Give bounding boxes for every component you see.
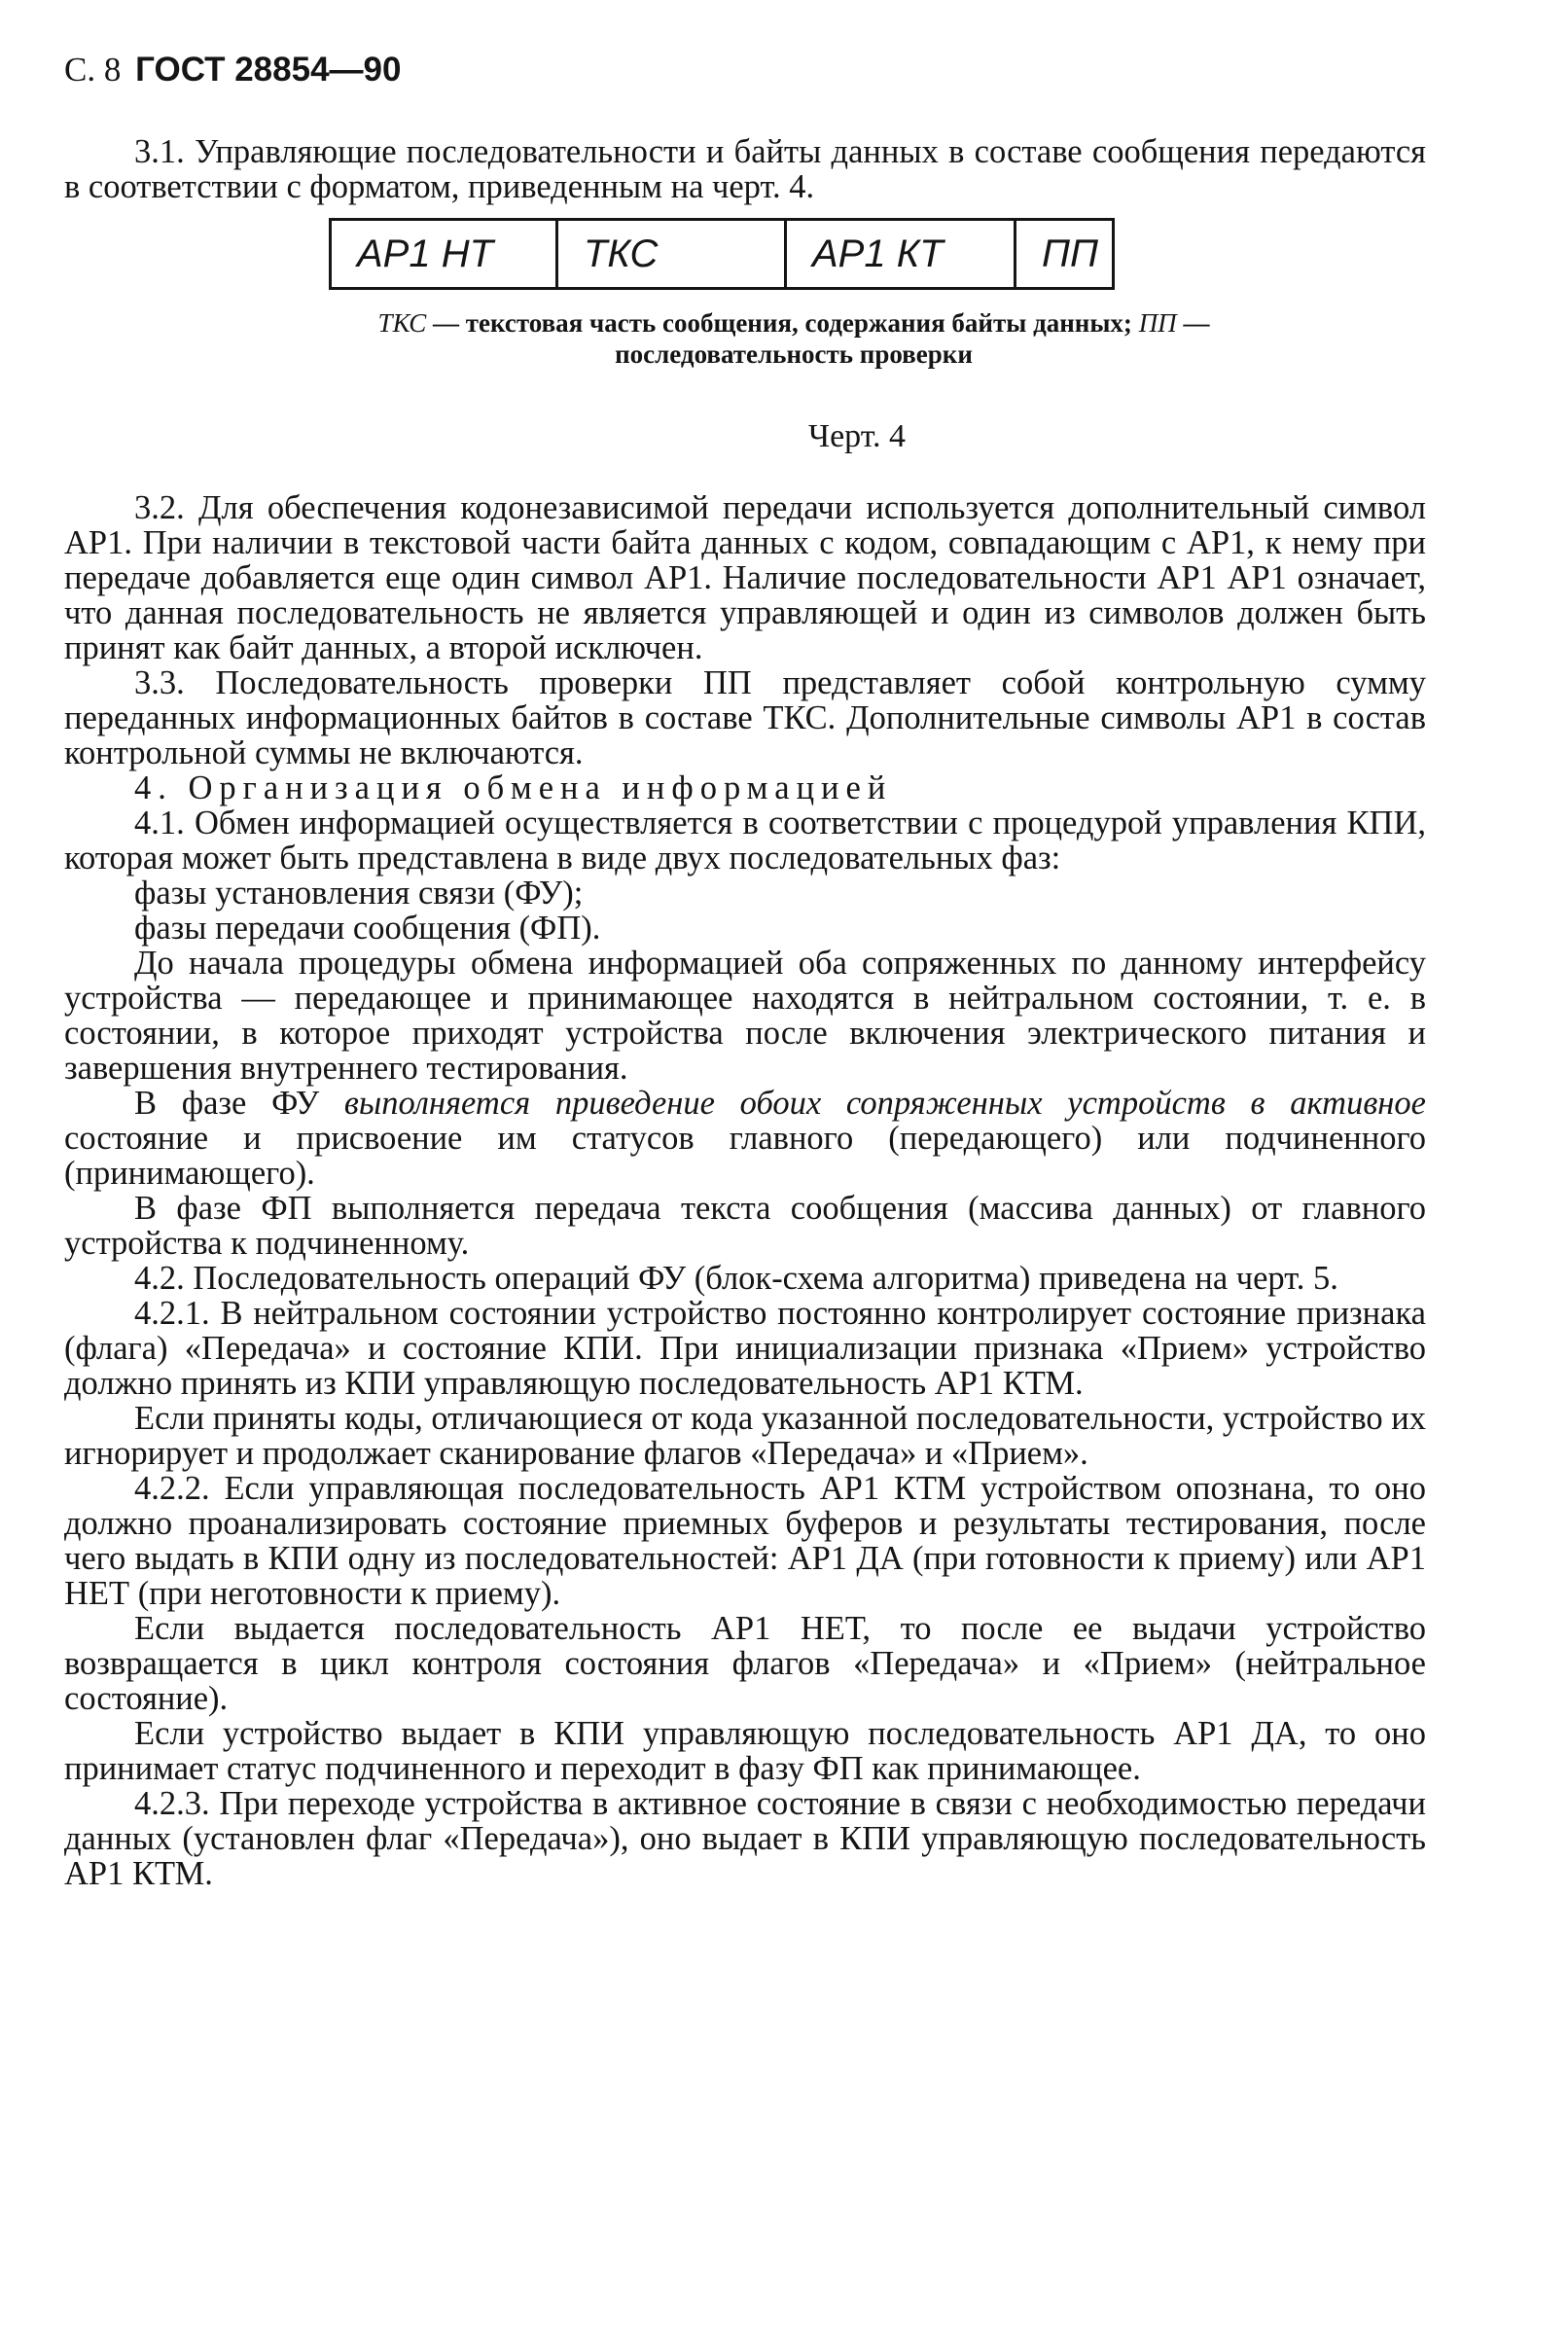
figure-label: Черт. 4	[807, 418, 907, 454]
format-cell-pp: ПП	[1042, 232, 1098, 275]
paragraph-4-2: 4.2. Последовательность операций ФУ (блок-схема алгоритма) приведена на черт. 5.	[134, 1260, 1338, 1297]
paragraph-4-2-2-b: Если выдается последовательность АР1 НЕТ, то после ее выдачи устройство возвращается в цикл контроля состояния флагов «Передача» и «Прием» (нейтральное состояние).	[64, 1610, 1426, 1717]
paragraph-3-1: 3.1. Управляющие последовательности и байты данных в составе сообщения передаются в соответствии с форматом, приведенным на черт. 4.	[64, 133, 1426, 205]
paragraph-4-1-phase-fu: фазы установления связи (ФУ);	[134, 875, 584, 912]
paragraph-4-1: 4.1. Обмен информацией осуществляется в соответствии с процедурой управления КПИ, которая может быть представлена в виде двух последовательных фаз:	[64, 805, 1426, 876]
format-cell-tks: ТКС	[558, 221, 787, 287]
page-header	[64, 49, 1426, 91]
paragraph-4-2-1: 4.2.1. В нейтральном состоянии устройство постоянно контролирует состояние признака (флага) «Передача» и состояние КПИ. При инициализации признака «Прием» устройство должно принять из КПИ управляющую последовательность АР1 КТМ.	[64, 1295, 1426, 1402]
paragraph-4-1-fu-italic: выполняется приведение обоих сопряженных устройств в активное	[343, 1085, 1426, 1122]
paragraph-4-2-2-c: Если устройство выдает в КПИ управляющую последовательность АР1 ДА, то оно принимает статус подчиненного и переходит в фазу ФП как принимающее.	[64, 1715, 1426, 1787]
caption-text-1: — текстовая часть сообщения, содержания байты данных;	[426, 308, 1139, 338]
message-format-frame	[329, 218, 1115, 290]
document-page	[64, 49, 1426, 1891]
paragraph-3-2: 3.2. Для обеспечения кодонезависимой передачи используется дополнительный символ АР1. При наличии в текстовой части байта данных с кодом, совпадающим с АР1, к нему при передаче добавляется еще один символ АР1. Наличие последовательности АР1 АР1 означает, что данная последовательность не является управляющей и один из символов должен быть принят как байт данных, а второй исключен.	[64, 489, 1426, 666]
caption-abbr-tks: ТКС	[377, 308, 427, 338]
page-number: С. 8	[64, 51, 122, 89]
figure-4	[64, 218, 1426, 399]
format-cell-ap1-ht: АР1 НТ	[332, 221, 558, 287]
paragraph-3-3: 3.3. Последовательность проверки ПП представляет собой контрольную сумму переданных информационных байтов в составе ТКС. Дополнительные символы АР1 в состав контрольной суммы не включаются.	[64, 664, 1426, 771]
section-4-heading: 4. Организация обмена информацией	[134, 769, 893, 806]
figure-caption	[356, 307, 1231, 370]
paragraph-4-1-fu	[64, 1086, 1426, 1191]
paragraph-4-2-3: 4.2.3. При переходе устройства в активное состояние в связи с необходимостью передачи данных (установлен флаг «Передача»), оно выдает в КПИ управляющую последовательность АР1 КТМ.	[64, 1785, 1426, 1892]
caption-text-2: — последовательность проверки	[615, 308, 1210, 369]
paragraph-4-2-1-b: Если приняты коды, отличающиеся от кода указанной последовательности, устройство их игнорирует и продолжает сканирование флагов «Передача» и «Прием».	[64, 1400, 1426, 1472]
paragraph-4-1-fu-start: В фазе ФУ	[134, 1085, 344, 1122]
caption-abbr-pp: ПП	[1138, 308, 1177, 338]
standard-number: ГОСТ 28854—90	[135, 51, 402, 89]
paragraph-4-1-phase-fp: фазы передачи сообщения (ФП).	[134, 910, 601, 947]
paragraph-4-2-2: 4.2.2. Если управляющая последовательность АР1 КТМ устройством опознана, то оно должно проанализировать состояние приемных буферов и результаты тестирования, после чего выдать в КПИ одну из последовательностей: АР1 ДА (при готовности к приему) или АР1 НЕТ (при неготовности к приему).	[64, 1470, 1426, 1612]
paragraph-4-1-neutral: До начала процедуры обмена информацией оба сопряженных по данному интерфейсу устройства — передающее и принимающее находятся в нейтральном состоянии, т. е. в состоянии, в которое приходят устройства после включения электрического питания и завершения внутреннего тестирования.	[64, 945, 1426, 1087]
paragraph-4-1-fp: В фазе ФП выполняется передача текста сообщения (массива данных) от главного устройства к подчиненному.	[64, 1190, 1426, 1262]
paragraph-4-1-fu-end: состояние и присвоение им статусов главного (передающего) или подчиненного (принимающего).	[64, 1120, 1426, 1192]
format-cell-ap1-kt: АР1 КТ	[787, 221, 1016, 287]
